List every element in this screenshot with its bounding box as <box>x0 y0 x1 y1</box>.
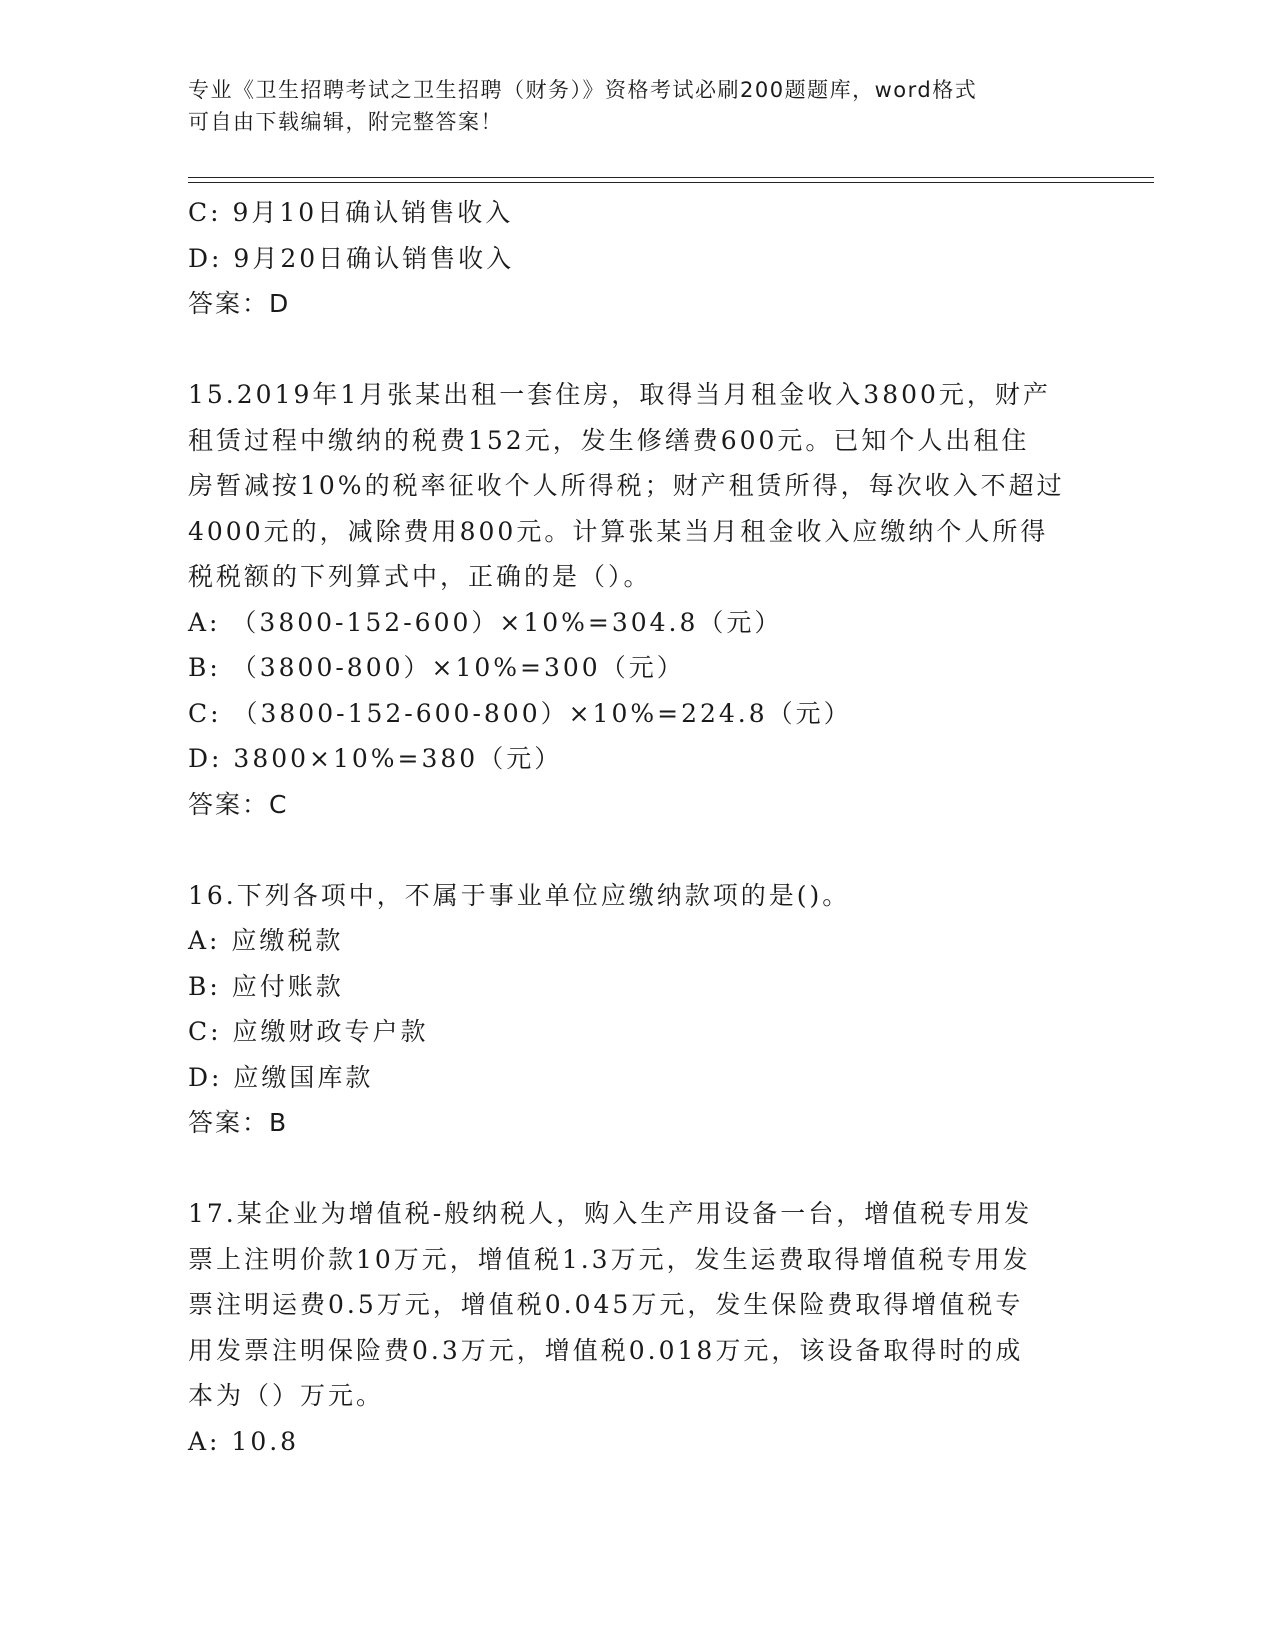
option-c: C: 9月10日确认销售收入 <box>188 198 514 227</box>
document-header <box>188 74 1068 138</box>
header-divider-top <box>188 177 1154 178</box>
spacer <box>188 1146 1088 1192</box>
option-b: B: （3800-800）×10%=300（元） <box>188 653 685 682</box>
question-stem-line: 本为（）万元。 <box>188 1381 385 1410</box>
question-15 <box>188 372 1088 827</box>
question-stem-line: 票注明运费0.5万元，增值税0.045万元，发生保险费取得增值税专 <box>188 1290 1024 1319</box>
question-stem-line: 税税额的下列算式中，正确的是（）。 <box>188 562 652 591</box>
answer: 答案：C <box>188 789 289 819</box>
question-stem-line: 15.2019年1月张某出租一套住房，取得当月租金收入3800元，财产 <box>188 380 1051 409</box>
question-stem-line: 租赁过程中缴纳的税费152元，发生修缮费600元。已知个人出租住 <box>188 425 1030 455</box>
option-a: A: 应缴税款 <box>188 926 344 955</box>
option-d: D: 9月20日确认销售收入 <box>188 243 515 273</box>
option-b: B: 应付账款 <box>188 971 344 1001</box>
question-14 <box>188 190 1088 327</box>
question-stem-line: 票上注明价款10万元，增值税1.3万元，发生运费取得增值税专用发 <box>188 1244 1031 1274</box>
option-c: C: 应缴财政专户款 <box>188 1017 429 1046</box>
option-d: D: 3800×10%=380（元） <box>188 744 563 773</box>
header-title-line-2: 可自由下载编辑，附完整答案！ <box>188 110 503 134</box>
spacer <box>188 327 1088 373</box>
question-16 <box>188 873 1088 1146</box>
question-17 <box>188 1191 1088 1464</box>
question-stem-line: 房暂减按10%的税率征收个人所得税；财产租赁所得，每次收入不超过 <box>188 471 1065 500</box>
question-stem-line: 4000元的，减除费用800元。计算张某当月租金收入应缴纳个人所得 <box>188 516 1049 546</box>
answer: 答案：D <box>188 289 291 318</box>
option-d: D: 应缴国库款 <box>188 1062 374 1092</box>
option-a: A: 10.8 <box>188 1426 300 1456</box>
header-divider-bottom <box>188 182 1154 183</box>
spacer <box>188 827 1088 873</box>
question-stem-line: 用发票注明保险费0.3万元，增值税0.018万元，该设备取得时的成 <box>188 1335 1024 1365</box>
answer: 答案：B <box>188 1108 289 1137</box>
question-stem-line: 17.某企业为增值税-般纳税人，购入生产用设备一台，增值税专用发 <box>188 1199 1033 1228</box>
option-c: C: （3800-152-600-800）×10%=224.8（元） <box>188 698 852 728</box>
question-content <box>188 190 1088 1464</box>
question-stem-line: 16.下列各项中，不属于事业单位应缴纳款项的是()。 <box>188 880 851 910</box>
option-a: A: （3800-152-600）×10%=304.8（元） <box>188 607 783 637</box>
header-title-line-1: 专业《卫生招聘考试之卫生招聘（财务）》资格考试必刷200题题库，word格式 <box>188 78 978 102</box>
